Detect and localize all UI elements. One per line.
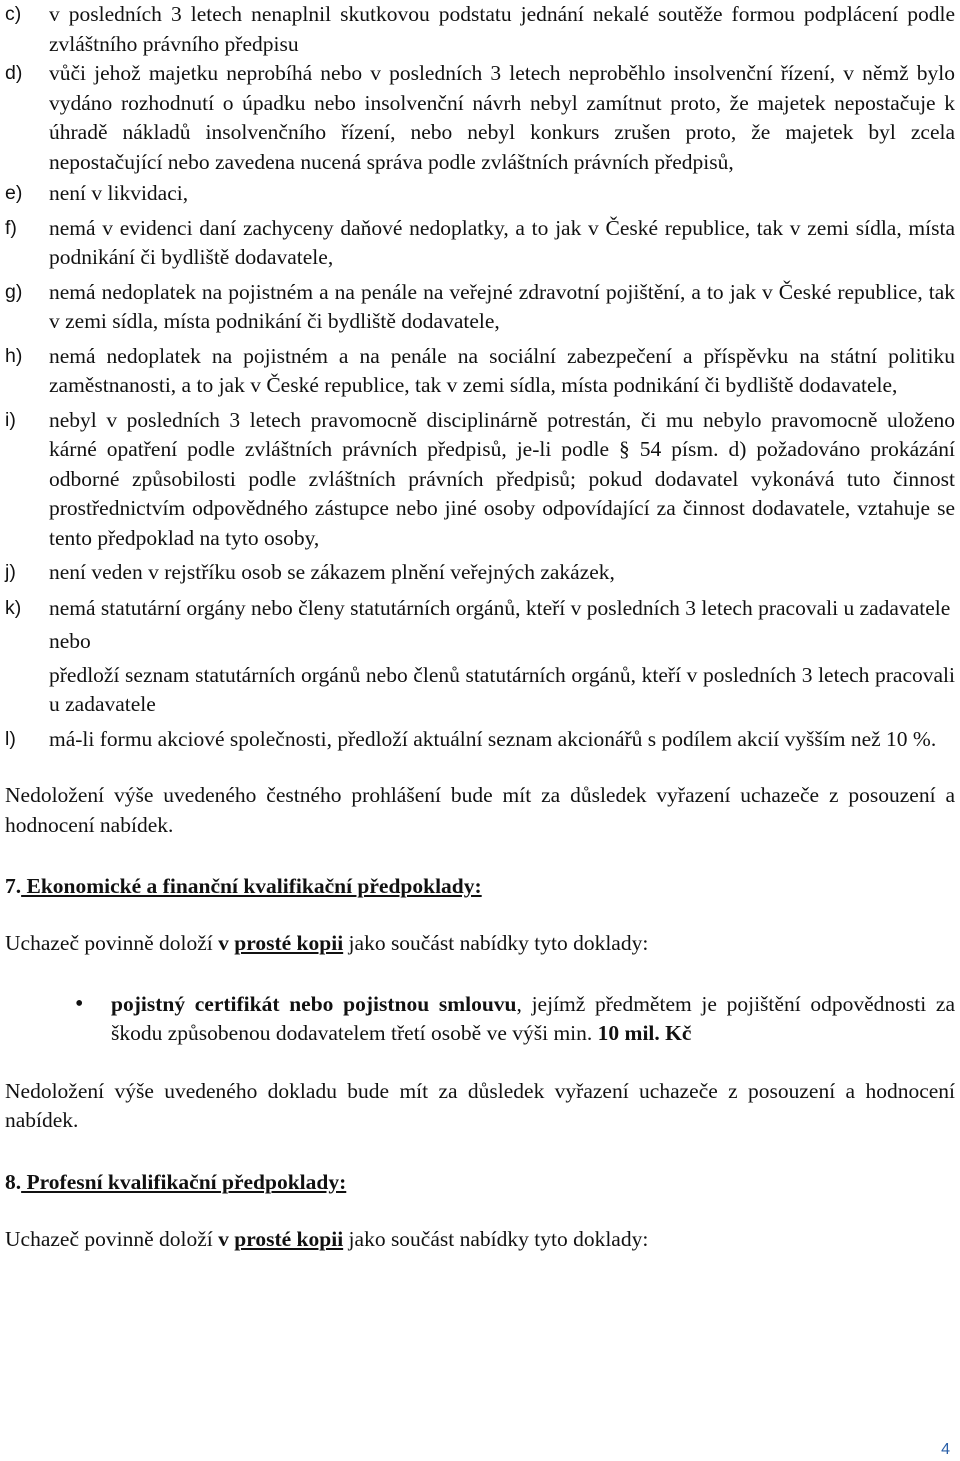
section-title: Ekonomické a finanční kvalifikační předpoklady: xyxy=(21,874,482,898)
list-marker: l) xyxy=(5,727,16,750)
list-marker: f) xyxy=(5,216,17,239)
consequence-paragraph-2: Nedoložení výše uvedeného dokladu bude mít za důsledek vyřazení uchazeče z posouzení a hodnocení nabídek. xyxy=(5,1078,955,1132)
intro-text-end: jako součást nabídky tyto doklady: xyxy=(343,931,649,955)
intro-emphasis: prosté kopii xyxy=(234,931,344,955)
list-item-text: nemá nedoplatek na pojistném a na penále na veřejné zdravotní pojištění, a to jak v České republice, tak v zemi sídla, místa podnikání či bydliště dodavatele, xyxy=(49,279,955,333)
intro-v: v xyxy=(218,1226,229,1251)
list-item-text: není v likvidaci, xyxy=(49,181,189,205)
list-item-d xyxy=(5,59,955,177)
intro-paragraph-8 xyxy=(5,1225,955,1255)
intro-v: v xyxy=(218,931,229,955)
bullet-text xyxy=(111,990,955,1049)
consequence-paragraph: Nedoložení výše uvedeného čestného prohlášení bude mít za důsledek vyřazení uchazeče z posouzení a hodnocení nabídek. xyxy=(5,783,955,837)
list-item-k-alternative: předloží seznam statutárních orgánů nebo členů statutárních orgánů, kteří v posledních 3 letech pracovali u zadavatele xyxy=(49,662,955,716)
list-item-i xyxy=(5,406,955,554)
list-item-text: není veden v rejstříku osob se zákazem plnění veřejných zakázek, xyxy=(49,560,615,584)
list-item-text: nemá nedoplatek na pojistném a na penále na sociální zabezpečení a příspěvku na státní politiku zaměstnanosti, a to jak v České republice, tak v zemi sídla, místa podnikání či bydliště dodavatele, xyxy=(49,343,955,397)
bullet-bold-end: 10 mil. Kč xyxy=(597,1021,692,1045)
list-marker: h) xyxy=(5,344,23,367)
list-marker: k) xyxy=(5,596,22,619)
list-marker: d) xyxy=(5,62,23,84)
list-item-e xyxy=(5,179,955,209)
bullet-bold-start: pojistný certifikát nebo pojistnou smlouvu xyxy=(111,991,517,1016)
list-item-text: v posledních 3 letech nenaplnil skutkovou podstatu jednání nekalé soutěže formou podplácení podle zvláštního právního předpisu xyxy=(49,2,955,56)
section-heading-7 xyxy=(5,871,955,901)
list-item-h xyxy=(5,342,955,401)
list-item-g xyxy=(5,278,955,337)
list-item-k xyxy=(5,594,955,624)
section-title: Profesní kvalifikační předpoklady: xyxy=(21,1169,347,1194)
list-marker: g) xyxy=(5,280,23,303)
intro-text: Uchazeč povinně doloží xyxy=(5,931,219,955)
list-marker: j) xyxy=(5,561,16,583)
list-marker: i) xyxy=(5,408,16,431)
list-item-text: vůči jehož majetku neprobíhá nebo v posledních 3 letech neproběhlo insolvenční řízení, v němž bylo vydáno rozhodnutí o úpadku nebo insolvenční návrh nebyl zamítnut proto, že majetek nepostačuje k úhradě nákladů insolvenčního řízení, nebo nebyl konkurs zrušen proto, že majetek byl zcela nepostačující nebo zavedena nucená správa podle zvláštních právních předpisů, xyxy=(49,61,955,174)
section-heading-8 xyxy=(5,1167,955,1197)
intro-text-end: jako součást nabídky tyto doklady: xyxy=(343,1226,649,1251)
intro-emphasis: prosté kopii xyxy=(234,1226,344,1251)
list-item-text: nebyl v posledních 3 letech pravomocně disciplinárně potrestán, či mu nebylo pravomocně uloženo kárné opatření podle zvláštních právních předpisů, je-li podle § 54 písm. d) požadováno prokázání odborné způsobilosti podle zvláštních právních předpisů; pokud dodavatel vykonává tuto činnost prostřednictvím odpovědného zástupce nebo jiné osoby odpovídající za činnost dodavatele, vztahuje se tento předpoklad na tyto osoby, xyxy=(49,407,955,550)
intro-paragraph-7 xyxy=(5,929,955,959)
list-item-text: nemá v evidenci daní zachyceny daňové nedoplatky, a to jak v České republice, tak v zemi sídla, místa podnikání či bydliště dodavatele, xyxy=(49,215,955,269)
bullet-icon: • xyxy=(75,990,84,1017)
list-marker: c) xyxy=(5,3,22,25)
bullet-middle: , jejímž předmětem je pojištění odpovědnosti za škodu způsobenou dodavatelem třetí osobě ve výši min. xyxy=(111,991,955,1045)
list-item-k-or: nebo xyxy=(49,629,91,653)
list-item-text: nemá statutární orgány nebo členy statutárních orgánů, kteří v posledních 3 letech pracovali u zadavatele xyxy=(49,595,951,620)
document-page xyxy=(5,0,955,1254)
list-item-f xyxy=(5,214,955,273)
page-number: 4 xyxy=(941,1441,950,1458)
section-number: 7. xyxy=(5,874,22,898)
list-item-l xyxy=(5,725,955,755)
intro-text: Uchazeč povinně doloží xyxy=(5,1226,219,1251)
list-item-c xyxy=(5,0,955,59)
list-item-text: má-li formu akciové společnosti, předloží aktuální seznam akcionářů s podílem akcií vyšším než 10 %. xyxy=(49,726,937,751)
list-marker: e) xyxy=(5,182,23,204)
list-item-j xyxy=(5,558,955,588)
section-number: 8. xyxy=(5,1169,22,1194)
bullet-item xyxy=(75,990,955,1049)
